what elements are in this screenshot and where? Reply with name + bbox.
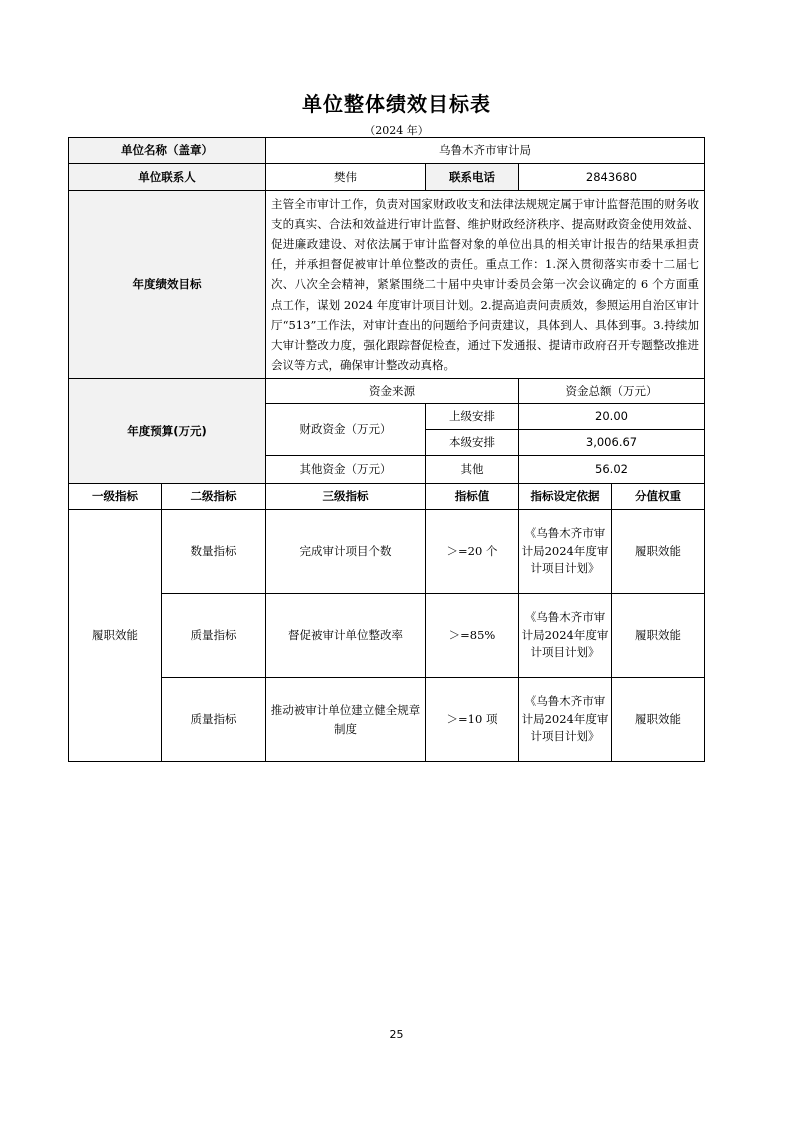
header-level3: 三级指标 (266, 484, 426, 510)
indicator-basis: 《乌鲁木齐市审计局2024年度审计项目计划》 (519, 594, 612, 678)
indicator-value: ＞=10 项 (426, 678, 519, 762)
local-allocation-value: 3,006.67 (519, 430, 705, 456)
fund-total-header: 资金总额（万元） (519, 379, 705, 404)
contact-label: 单位联系人 (69, 164, 266, 191)
phone-label: 联系电话 (426, 164, 519, 191)
budget-label: 年度预算(万元) (69, 379, 266, 484)
other-fund-value: 56.02 (519, 456, 705, 484)
upper-allocation-value: 20.00 (519, 404, 705, 430)
indicator-weight: 履职效能 (612, 594, 705, 678)
level2-indicator: 质量指标 (162, 678, 266, 762)
table-row (69, 594, 705, 678)
indicator-basis: 《乌鲁木齐市审计局2024年度审计项目计划》 (519, 678, 612, 762)
performance-table (68, 137, 705, 762)
other-sub-label: 其他 (426, 456, 519, 484)
year-label: （2024 年） (364, 124, 429, 137)
indicator-value: ＞=85% (426, 594, 519, 678)
header-level1: 一级指标 (69, 484, 162, 510)
table-row (69, 510, 705, 594)
unit-name-label: 单位名称（盖章） (69, 138, 266, 164)
level3-indicator: 完成审计项目个数 (266, 510, 426, 594)
indicator-value: ＞=20 个 (426, 510, 519, 594)
indicator-basis: 《乌鲁木齐市审计局2024年度审计项目计划》 (519, 510, 612, 594)
goal-text: 主管全市审计工作，负责对国家财政收支和法律法规规定属于审计监督范围的财务收支的真实、合法和效益进行审计监督、维护财政经济秩序、提高财政资金使用效益、促进廉政建设、对依法属于审计监督对象的单位出具的相关审计报告的结果承担责任，并承担督促被审计单位整改的责任。重点工作：1.深入贯彻落实市委十二届七次、八次全会精神，紧紧围绕二十届中央审计委员会第一次会议确定的 6 个方面重点工作，谋划 2024 年度审计项目计划。2.提高追责问责质效，参照运用自治区审计厅“513”工作法，对审计查出的问题给予问责建议，具体到人、具体到事。3.持续加大审计整改力度，强化跟踪督促检查，通过下发通报、提请市政府召开专题整改推进会议等方式，确保审计整改动真格。 (266, 191, 705, 379)
page-title: 单位整体绩效目标表 (302, 92, 491, 116)
page-number: 25 (389, 1028, 404, 1041)
indicator-weight: 履职效能 (612, 510, 705, 594)
level2-indicator: 数量指标 (162, 510, 266, 594)
local-allocation-label: 本级安排 (426, 430, 519, 456)
upper-allocation-label: 上级安排 (426, 404, 519, 430)
level3-indicator: 督促被审计单位整改率 (266, 594, 426, 678)
indicator-weight: 履职效能 (612, 678, 705, 762)
fund-source-header: 资金来源 (266, 379, 519, 404)
goal-label: 年度绩效目标 (69, 191, 266, 379)
header-value: 指标值 (426, 484, 519, 510)
phone-value: 2843680 (519, 164, 705, 191)
contact-value: 樊伟 (266, 164, 426, 191)
level2-indicator: 质量指标 (162, 594, 266, 678)
level1-indicator: 履职效能 (69, 510, 162, 762)
fiscal-fund-label: 财政资金（万元） (266, 404, 426, 456)
unit-name-value: 乌鲁木齐市审计局 (266, 138, 705, 164)
table-row (69, 678, 705, 762)
level3-indicator: 推动被审计单位建立健全规章制度 (266, 678, 426, 762)
other-fund-label: 其他资金（万元） (266, 456, 426, 484)
header-basis: 指标设定依据 (519, 484, 612, 510)
header-weight: 分值权重 (612, 484, 705, 510)
header-level2: 二级指标 (162, 484, 266, 510)
